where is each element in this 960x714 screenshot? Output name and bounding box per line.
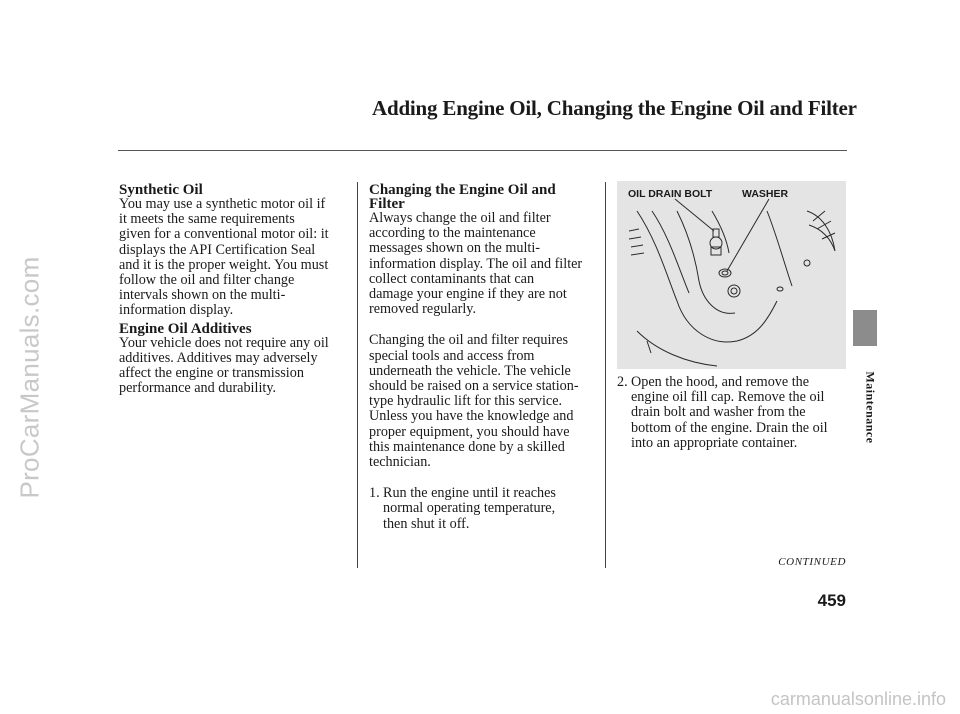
continued-label: CONTINUED	[778, 556, 846, 568]
step-2	[617, 375, 847, 451]
text-line: according to the maintenance	[369, 225, 536, 242]
text-line: removed regularly.	[369, 301, 477, 318]
oil-drain-bolt-illustration	[617, 181, 846, 369]
page-title: Adding Engine Oil, Changing the Engine Oil and Filter	[372, 96, 857, 120]
text-line: displays the API Certification Seal	[119, 241, 316, 258]
column-divider-2	[605, 182, 606, 568]
step-1	[369, 486, 601, 532]
column-divider-1	[357, 182, 358, 568]
step-text	[383, 486, 556, 532]
requirements-text	[369, 333, 601, 470]
text-line: information display.	[119, 302, 234, 319]
text-line: additives. Additives may adversely	[119, 349, 318, 366]
section-label: Maintenance	[863, 371, 878, 444]
text-line: then shut it off.	[383, 515, 470, 532]
oil-drain-bolt-label: OIL DRAIN BOLT	[628, 188, 713, 200]
washer-label: WASHER	[742, 188, 789, 200]
text-line: proper equipment, you should have	[369, 423, 570, 440]
text-line: Always change the oil and filter	[369, 210, 551, 226]
footer-watermark: carmanualsonline.info	[770, 689, 946, 709]
step-text	[631, 375, 828, 451]
text-line: given for a conventional motor oil: it	[119, 226, 329, 243]
text-line: technician.	[369, 454, 431, 471]
page-number: 459	[817, 591, 846, 610]
text-line: drain bolt and washer from the	[631, 404, 806, 421]
text-line: information display. The oil and filter	[369, 255, 583, 272]
column-2	[369, 183, 601, 532]
step-number: 2.	[617, 374, 628, 390]
changing-oil-heading	[369, 183, 601, 211]
text-line: Your vehicle does not require any oil	[119, 334, 329, 351]
text-line: normal operating temperature,	[383, 500, 556, 517]
text-line: Run the engine until it reaches	[383, 485, 556, 502]
changing-oil-text	[369, 211, 601, 317]
text-line: damage your engine if they are not	[369, 286, 567, 303]
text-line: special tools and access from	[369, 347, 535, 364]
text-line: messages shown on the multi-	[369, 240, 541, 257]
text-line: You may use a synthetic motor oil if	[119, 196, 326, 212]
text-line: Changing the oil and filter requires	[369, 332, 568, 349]
text-line: and it is the proper weight. You must	[119, 256, 329, 273]
text-line: intervals shown on the multi-	[119, 287, 286, 304]
engine-oil-additives-heading: Engine Oil Additives	[119, 320, 252, 337]
text-line: collect contaminants that can	[369, 270, 535, 287]
text-line: underneath the vehicle. The vehicle	[369, 362, 571, 379]
step-number: 1.	[369, 485, 380, 502]
synthetic-oil-text	[119, 197, 351, 319]
text-line: Open the hood, and remove the	[631, 374, 810, 390]
heading-line: Filter	[369, 196, 405, 212]
text-line: this maintenance done by a skilled	[369, 438, 565, 455]
text-line: Unless you have the knowledge and	[369, 408, 574, 425]
text-line: follow the oil and filter change	[119, 272, 295, 289]
column-1	[119, 183, 351, 396]
text-line: bottom of the engine. Drain the oil	[631, 419, 828, 436]
text-line: performance and durability.	[119, 380, 277, 397]
synthetic-oil-heading: Synthetic Oil	[119, 182, 203, 198]
text-line: into an appropriate container.	[631, 434, 798, 451]
text-line: type hydraulic lift for this service.	[369, 393, 563, 410]
title-rule	[118, 150, 847, 151]
heading-line: Changing the Engine Oil and	[369, 182, 556, 198]
engine-underside-drawing	[617, 181, 846, 369]
text-line: engine oil fill cap. Remove the oil	[631, 389, 825, 406]
text-line: it meets the same requirements	[119, 211, 295, 228]
text-line: affect the engine or transmission	[119, 365, 304, 382]
text-line: should be raised on a service station-	[369, 378, 579, 395]
additives-text	[119, 336, 351, 397]
side-watermark: ProCarManuals.com	[14, 256, 45, 499]
